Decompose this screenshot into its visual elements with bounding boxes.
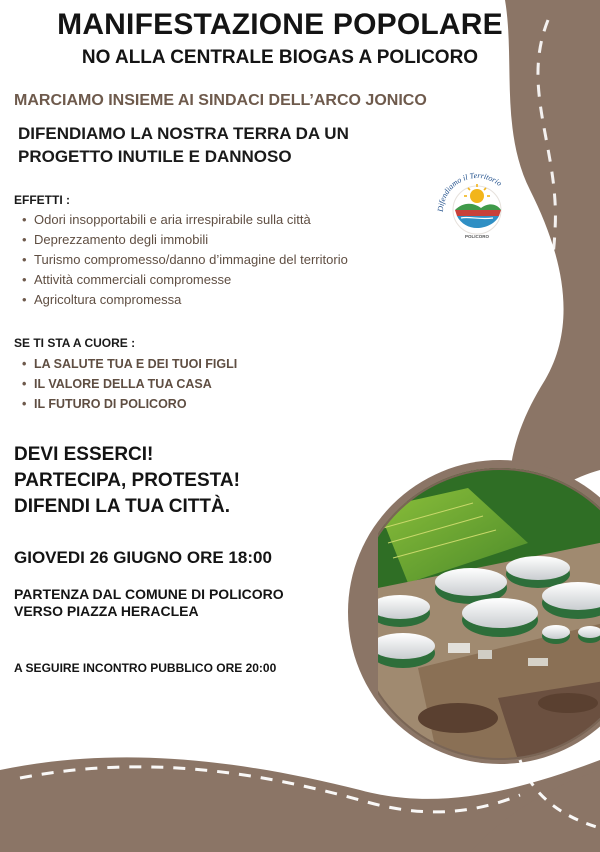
list-item: • IL VALORE DELLA TUA CASA xyxy=(22,374,237,394)
route-line-2: VERSO PIAZZA HERACLEA xyxy=(14,603,199,619)
biogas-plant-photo xyxy=(378,468,600,760)
cta-line-1: DEVI ESSERCI! xyxy=(14,444,154,465)
list-item: • Agricoltura compromessa xyxy=(22,290,348,310)
bullet-icon: • xyxy=(22,292,27,307)
cta-line-3: DIFENDI LA TUA CITTÀ. xyxy=(14,496,231,517)
march-line: MARCIAMO INSIEME AI SINDACI DELL’ARCO JONICO xyxy=(14,92,427,109)
effects-heading: EFFETTI : xyxy=(14,193,70,207)
list-item: • Attività commerciali compromesse xyxy=(22,270,348,290)
cta-line-2: PARTECIPA, PROTESTA! xyxy=(14,470,240,491)
bullet-icon: • xyxy=(22,357,27,371)
bullet-icon: • xyxy=(22,397,27,411)
list-item: • LA SALUTE TUA E DEI TUOI FIGLI xyxy=(22,354,237,374)
route-line-1: PARTENZA DAL COMUNE DI POLICORO xyxy=(14,586,284,602)
list-item: • IL FUTURO DI POLICORO xyxy=(22,394,237,414)
bullet-icon: • xyxy=(22,377,27,391)
event-route xyxy=(14,586,284,620)
effects-list xyxy=(22,210,348,310)
bullet-icon: • xyxy=(22,212,27,227)
list-item: • Deprezzamento degli immobili xyxy=(22,230,348,250)
list-item: • Odori insopportabili e aria irrespirabile sulla città xyxy=(22,210,348,230)
poster-subtitle: NO ALLA CENTRALE BIOGAS A POLICORO xyxy=(81,47,479,68)
bullet-icon: • xyxy=(22,272,27,287)
event-date: GIOVEDI 26 GIUGNO ORE 18:00 xyxy=(14,548,272,567)
defend-heading-line-1: DIFENDIAMO LA NOSTRA TERRA DA UN xyxy=(18,124,349,143)
call-to-action xyxy=(14,442,240,520)
logo-arc-text: Difendiamo il Territorio xyxy=(435,170,504,213)
poster-title: MANIFESTAZIONE POPOLARE xyxy=(57,8,503,41)
bullet-icon: • xyxy=(22,232,27,247)
followup-meeting: A SEGUIRE INCONTRO PUBBLICO ORE 20:00 xyxy=(14,661,277,675)
bullet-icon: • xyxy=(22,252,27,267)
defend-heading xyxy=(18,122,438,168)
difendiamo-il-territorio-logo xyxy=(433,166,521,244)
care-heading: SE TI STA A CUORE : xyxy=(14,336,136,350)
list-item: • Turismo compromesso/danno d’immagine del territorio xyxy=(22,250,348,270)
defend-heading-line-2: PROGETTO INUTILE E DANNOSO xyxy=(18,147,292,166)
logo-town-text: POLICORO xyxy=(464,234,490,239)
care-list xyxy=(22,354,237,414)
